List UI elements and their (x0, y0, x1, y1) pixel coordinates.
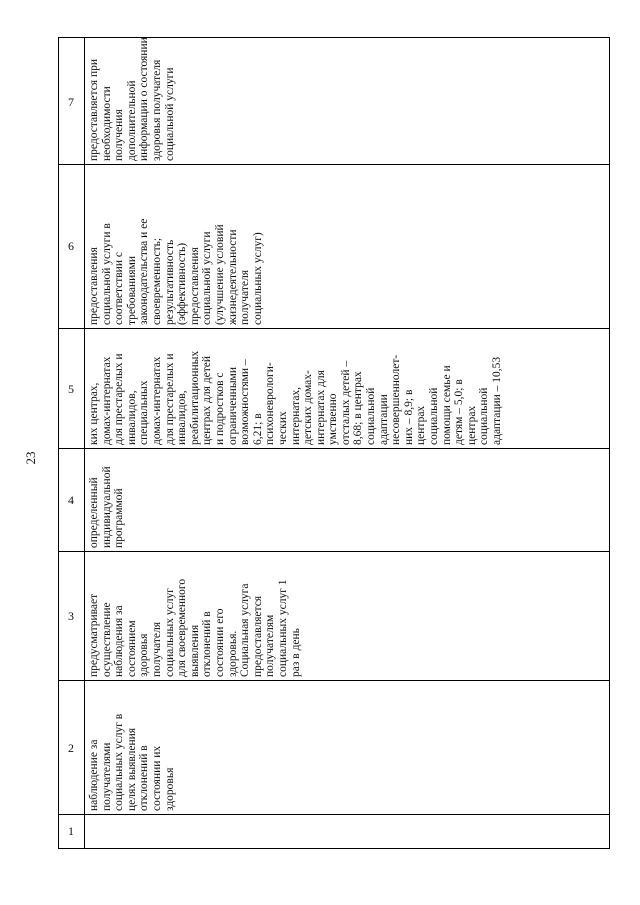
row-divider-7-6 (58, 164, 610, 165)
row-divider-4-3 (58, 551, 610, 552)
header-column-divider (84, 37, 85, 849)
cell-3-text: предусматривает осуществление наблюдения за состоянием здоровья получателя социальных услуг для своевременного выявления отклонений в состоянии его здоровья. Социальная услуга предоставляется получателям социальных услуг 1 раз в день (88, 578, 302, 677)
row-divider-6-5 (58, 328, 610, 329)
row-divider-5-4 (58, 448, 610, 449)
cell-5-text: ких центрах, домах-интернатах для престарелых и инвалидов, специальных домах-интернатах для престарелых и инвалидов, реабилитационных центрах для детей и подростков с ограниченными возможностями – 6,21; в психоневрологи- ческих интернатах, детских домах- интернатах для умственно отсталых детей – 8,68; в центрах социальной адаптации несовершеннолет- них – 8,9; в центрах социальной помощи семье и детям – 5,0; в центрах социальной адаптации – 10,53 (88, 350, 503, 445)
cell-6-text: предоставления социальной услуги в соответствии с требованиями законодательства и ее своевременность; результативность (эффективность) предоставления социальной услуги (улучшение условий жизнедеятельности получателя социальных услуг) (88, 218, 264, 325)
cell-7-text: предоставляется при необходимости получения дополнительной информации о состоянии здоровья получателя социальной услуги (88, 37, 176, 161)
header-4: 4 (68, 493, 74, 507)
header-1: 1 (68, 824, 74, 838)
cell-2-text: наблюдение за получателями социальных услуг в целях выявления отклонений в состоянии их здоровья (88, 713, 176, 811)
header-5: 5 (68, 382, 74, 396)
row-divider-3-2 (58, 680, 610, 681)
page-number: 23 (23, 451, 38, 465)
row-divider-2-1 (58, 814, 610, 815)
header-2: 2 (68, 741, 74, 755)
header-6: 6 (68, 239, 74, 253)
header-3: 3 (68, 609, 74, 623)
cell-4-text: определенный индивидуальной программой (88, 466, 126, 548)
services-table (58, 37, 610, 849)
header-7: 7 (68, 95, 74, 109)
